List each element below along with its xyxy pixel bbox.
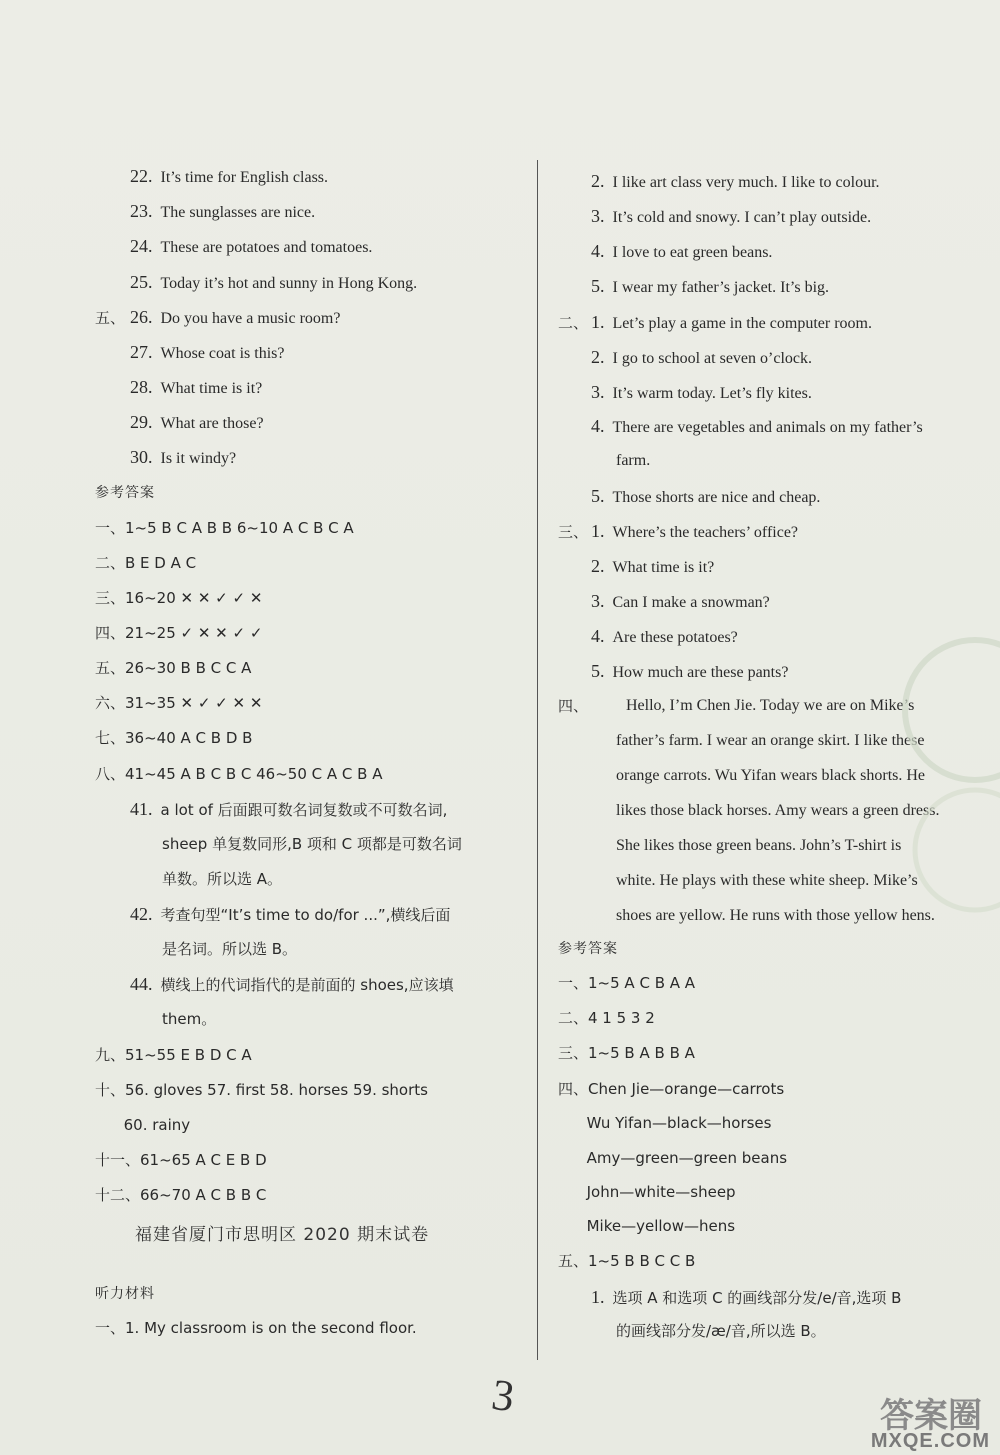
sentence-24: 24. These are potatoes and tomatoes.	[130, 236, 373, 256]
sentence: 2. I go to school at seven o’clock.	[591, 347, 812, 367]
passage-line: shoes are yellow. He runs with those yellow hens.	[616, 907, 935, 924]
answers-heading: 参考答案	[558, 941, 618, 957]
sentence-26: 五、 26. Do you have a music room?	[95, 307, 341, 327]
passage-line: orange carrots. Wu Yifan wears black shorts. He	[616, 767, 926, 784]
exam-title: 福建省厦门市思明区 2020 期末试卷	[135, 1225, 430, 1245]
explanation-cont: 的画线部分发/æ/音,所以选 B。	[616, 1322, 826, 1340]
answer-line: 十二、66~70 A C B B C	[95, 1186, 267, 1204]
explanation-42: 42. 考查句型“It’s time to do/for ...”,横线后面	[130, 904, 451, 924]
answer-line: 二、4 1 5 3 2	[558, 1009, 655, 1027]
answer-line: 三、16~20 ✕ ✕ ✓ ✓ ✕	[95, 589, 263, 607]
sentence: 4. Are these potatoes?	[591, 626, 738, 646]
sentence: 2. I like art class very much. I like to colour.	[591, 171, 880, 191]
sentence-27: 27. Whose coat is this?	[130, 342, 285, 362]
sentence: 二、 1. Let’s play a game in the computer room.	[558, 312, 872, 332]
sentence: 4. There are vegetables and animals on my father’s	[591, 416, 923, 436]
page-number: 3	[488, 1369, 518, 1422]
answer-line: Amy—green—green beans	[558, 1149, 788, 1167]
answer-line: Mike—yellow—hens	[558, 1217, 736, 1235]
sentence: 3. Can I make a snowman?	[591, 591, 770, 611]
sentence: 4. I love to eat green beans.	[591, 241, 773, 261]
sentence-cont: farm.	[616, 452, 651, 469]
sentence-30: 30. Is it windy?	[130, 447, 237, 467]
answer-line: 四、Chen Jie—orange—carrots	[558, 1080, 785, 1098]
sentence-25: 25. Today it’s hot and sunny in Hong Kong.	[130, 272, 418, 292]
sentence: 2. What time is it?	[591, 556, 715, 576]
passage-line: Hello, I’m Chen Jie. Today we are on Mike’s	[626, 697, 915, 714]
passage-line: white. He plays with these white sheep. Mike’s	[616, 872, 918, 889]
sentence: 三、 1. Where’s the teachers’ office?	[558, 521, 799, 541]
watermark-logo: 答案圈	[880, 1396, 982, 1436]
watermark-url: MXQE.COM	[870, 1430, 990, 1452]
answer-line: 十、56. gloves 57. first 58. horses 59. shorts	[95, 1081, 428, 1099]
faint-emblem-icon	[895, 620, 1000, 940]
answer-line: 十一、61~65 A C E B D	[95, 1151, 267, 1169]
answer-line: 七、36~40 A C B D B	[95, 729, 253, 747]
column-divider	[537, 160, 538, 1360]
answer-line: 五、1~5 B B C C B	[558, 1252, 696, 1270]
passage-line: father’s farm. I wear an orange skirt. I like these	[616, 732, 925, 749]
listening-heading: 听力材料	[95, 1286, 155, 1302]
sentence: 3. It’s warm today. Let’s fly kites.	[591, 382, 812, 402]
answer-line: 四、21~25 ✓ ✕ ✕ ✓ ✓	[95, 624, 263, 642]
sentence-23: 23. The sunglasses are nice.	[130, 201, 316, 221]
answer-line: 60. rainy	[95, 1116, 191, 1134]
answer-line: 五、26~30 B B C C A	[95, 659, 252, 677]
listening-line: 一、1. My classroom is on the second floor.	[95, 1319, 417, 1337]
sentence: 5. Those shorts are nice and cheap.	[591, 486, 821, 506]
explanation-42-cont: 是名词。所以选 B。	[162, 940, 298, 958]
sentence: 3. It’s cold and snowy. I can’t play outside.	[591, 206, 872, 226]
sentence-22: 22. It’s time for English class.	[130, 166, 329, 186]
sentence: 5. I wear my father’s jacket. It’s big.	[591, 276, 830, 296]
explanation-41-cont: sheep 单复数同形,B 项和 C 项都是可数名词	[162, 835, 462, 853]
answer-line: 二、B E D A C	[95, 554, 197, 572]
passage-line: She likes those green beans. John’s T-shirt is	[616, 837, 902, 854]
passage-line: likes those black horses. Amy wears a green dress.	[616, 802, 940, 819]
answer-line: 八、41~45 A B C B C 46~50 C A C B A	[95, 765, 383, 783]
explanation-41-cont: 单数。所以选 A。	[162, 870, 283, 888]
answer-line: 一、1~5 B C A B B 6~10 A C B C A	[95, 519, 354, 537]
answer-line: Wu Yifan—black—horses	[558, 1114, 772, 1132]
explanation-41: 41. a lot of 后面跟可数名词复数或不可数名词,	[130, 799, 448, 819]
answers-heading: 参考答案	[95, 485, 155, 501]
explanation-44-cont: them。	[162, 1010, 217, 1028]
explanation: 1. 选项 A 和选项 C 的画线部分发/e/音,选项 B	[591, 1287, 902, 1307]
answer-line: 一、1~5 A C B A A	[558, 974, 696, 992]
passage-label: 四、	[558, 697, 589, 715]
sentence: 5. How much are these pants?	[591, 661, 789, 681]
explanation-44: 44. 横线上的代词指代的是前面的 shoes,应该填	[130, 974, 454, 994]
sentence-28: 28. What time is it?	[130, 377, 263, 397]
sentence-29: 29. What are those?	[130, 412, 264, 432]
answer-line: John—white—sheep	[558, 1183, 736, 1201]
answer-line: 三、1~5 B A B B A	[558, 1044, 695, 1062]
answer-line: 六、31~35 ✕ ✓ ✓ ✕ ✕	[95, 694, 263, 712]
answer-line: 九、51~55 E B D C A	[95, 1046, 252, 1064]
